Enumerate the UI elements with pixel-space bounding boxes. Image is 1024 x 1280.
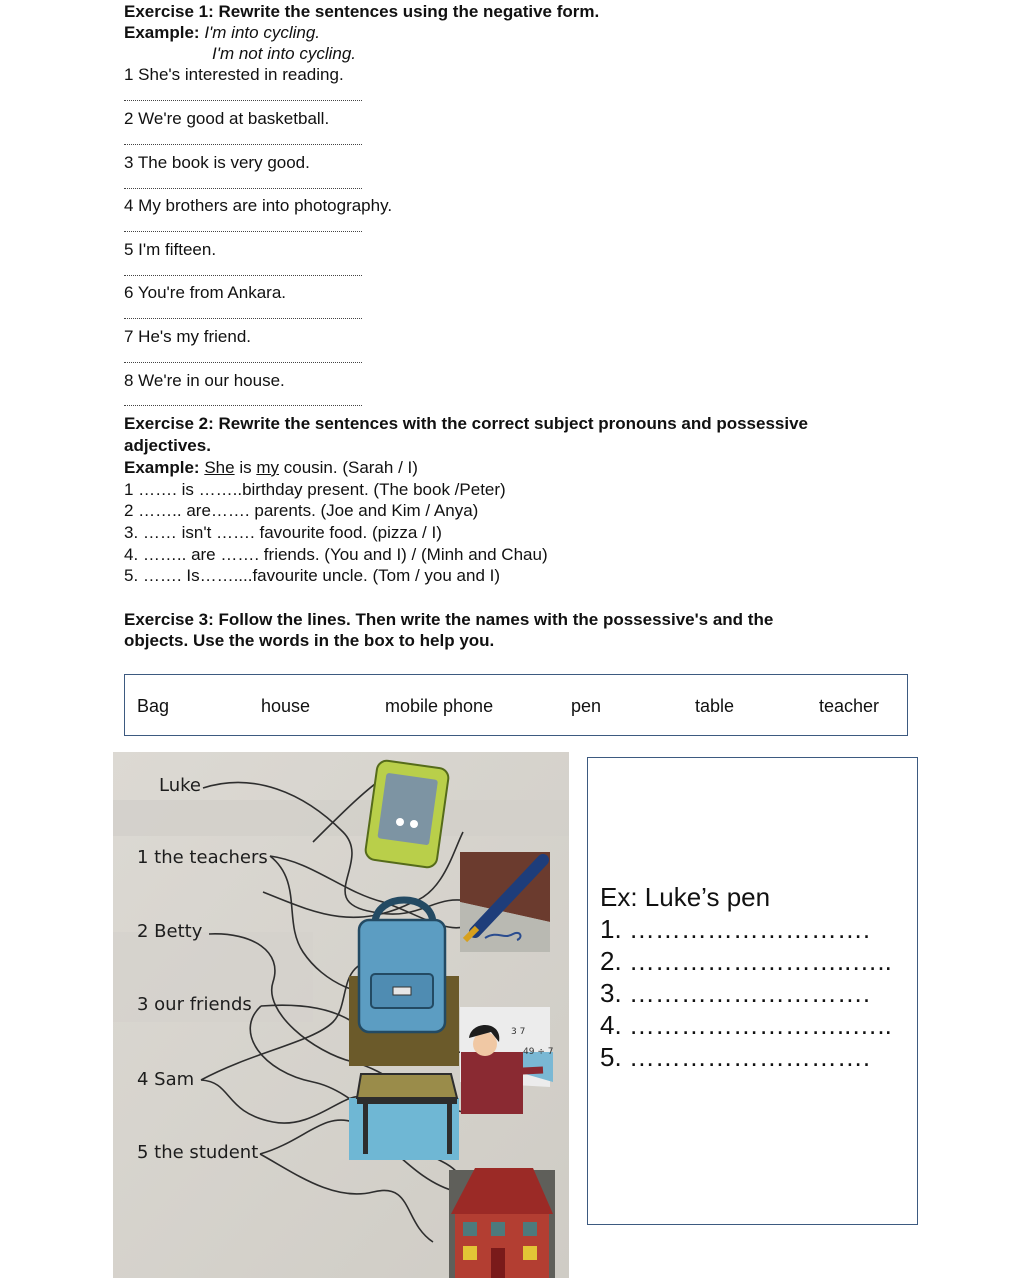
word-bag: Bag	[137, 696, 170, 716]
ex1-item-3: 3 The book is very good.	[124, 153, 310, 172]
follow-lines-picture	[113, 752, 569, 1278]
ex1-answer-line-6[interactable]	[124, 318, 362, 319]
ex1-answer-line-7[interactable]	[124, 362, 362, 363]
ex1-item-1: 1 She's interested in reading.	[124, 65, 344, 84]
answer-line-2[interactable]: 2. ……………………..…..	[600, 946, 892, 976]
example-line-1: I'm into cycling.	[204, 23, 320, 42]
ex1-answer-line-3[interactable]	[124, 188, 362, 189]
exercise-2-example	[124, 458, 418, 478]
ex1-answer-line-4[interactable]	[124, 231, 362, 232]
ex1-answer-line-5[interactable]	[124, 275, 362, 276]
exercise-2-title-line-1: Exercise 2: Rewrite the sentences with the correct subject pronouns and possessive	[124, 414, 809, 433]
ex1-item-5: 5 I'm fifteen.	[124, 240, 217, 259]
answer-box	[587, 757, 918, 1225]
example-pronoun: She	[204, 458, 235, 477]
table-picture	[349, 1074, 459, 1160]
ex1-item-7: 7 He's my friend.	[124, 327, 252, 346]
exercise-1-example	[124, 23, 320, 43]
word-table: table	[695, 696, 735, 716]
example-label: Example:	[124, 23, 200, 42]
answer-line-1[interactable]: 1. ……………………….	[600, 914, 871, 944]
ex2-item-3: 3. …… isn't ……. favourite food. (pizza / I)	[124, 523, 442, 542]
example-line-2: I'm not into cycling.	[212, 44, 357, 63]
exercise-3-title-line-1: Exercise 3: Follow the lines. Then write the names with the possessive's and the	[124, 610, 774, 629]
answer-example: Ex: Luke’s pen	[600, 882, 771, 912]
person-the-student: 5 the student	[137, 1142, 259, 1163]
ex2-item-2: 2 …….. are……. parents. (Joe and Kim / Anya)	[124, 501, 479, 520]
svg-text:49 ÷ 7: 49 ÷ 7	[523, 1047, 554, 1057]
word-mobile-phone: mobile phone	[385, 696, 494, 716]
bag-picture	[349, 900, 459, 1066]
exercise-1-title: Exercise 1: Rewrite the sentences using the negative form.	[124, 2, 600, 21]
ex1-answer-line-1[interactable]	[124, 100, 362, 101]
svg-text:3 7: 3 7	[511, 1027, 526, 1037]
ex1-answer-line-2[interactable]	[124, 144, 362, 145]
word-house: house	[261, 696, 311, 716]
answer-line-4[interactable]: 4. ……………………..…..	[600, 1010, 892, 1040]
ex1-item-2: 2 We're good at basketball.	[124, 109, 330, 128]
example-is: is	[239, 458, 252, 477]
ex1-answer-line-8[interactable]	[124, 405, 362, 406]
person-luke: Luke	[159, 775, 201, 796]
pen-picture	[460, 852, 550, 952]
person-sam: 4 Sam	[137, 1069, 195, 1090]
ex1-item-8: 8 We're in our house.	[124, 371, 285, 390]
exercise-2-title-line-2: adjectives.	[124, 436, 211, 455]
word-teacher: teacher	[819, 696, 880, 716]
answer-line-5[interactable]: 5. ……………………….	[600, 1042, 871, 1072]
answer-line-3[interactable]: 3. ……………………….	[600, 978, 871, 1008]
ex1-item-6: 6 You're from Ankara.	[124, 283, 287, 302]
word-box	[124, 674, 908, 736]
exercise-3-title-line-2: objects. Use the words in the box to help you.	[124, 631, 495, 650]
ex1-item-4: 4 My brothers are into photography.	[124, 196, 393, 215]
person-our-friends: 3 our friends	[137, 994, 252, 1015]
example-rest: cousin. (Sarah / I)	[283, 458, 418, 477]
person-the-teachers: 1 the teachers	[137, 847, 268, 868]
house-picture	[449, 1168, 555, 1278]
ex2-item-1: 1 ……. is ……..birthday present. (The book /Peter)	[124, 480, 506, 499]
person-betty: 2 Betty	[137, 921, 203, 942]
ex2-item-4: 4. …….. are ……. friends. (You and I) / (Minh and Chau)	[124, 545, 548, 564]
example-possessive: my	[256, 458, 279, 477]
mobile-phone-picture	[364, 759, 449, 868]
ex2-item-5: 5. ……. Is……....favourite uncle. (Tom / you and I)	[124, 566, 501, 585]
word-pen: pen	[571, 696, 602, 716]
example-label: Example:	[124, 458, 200, 477]
